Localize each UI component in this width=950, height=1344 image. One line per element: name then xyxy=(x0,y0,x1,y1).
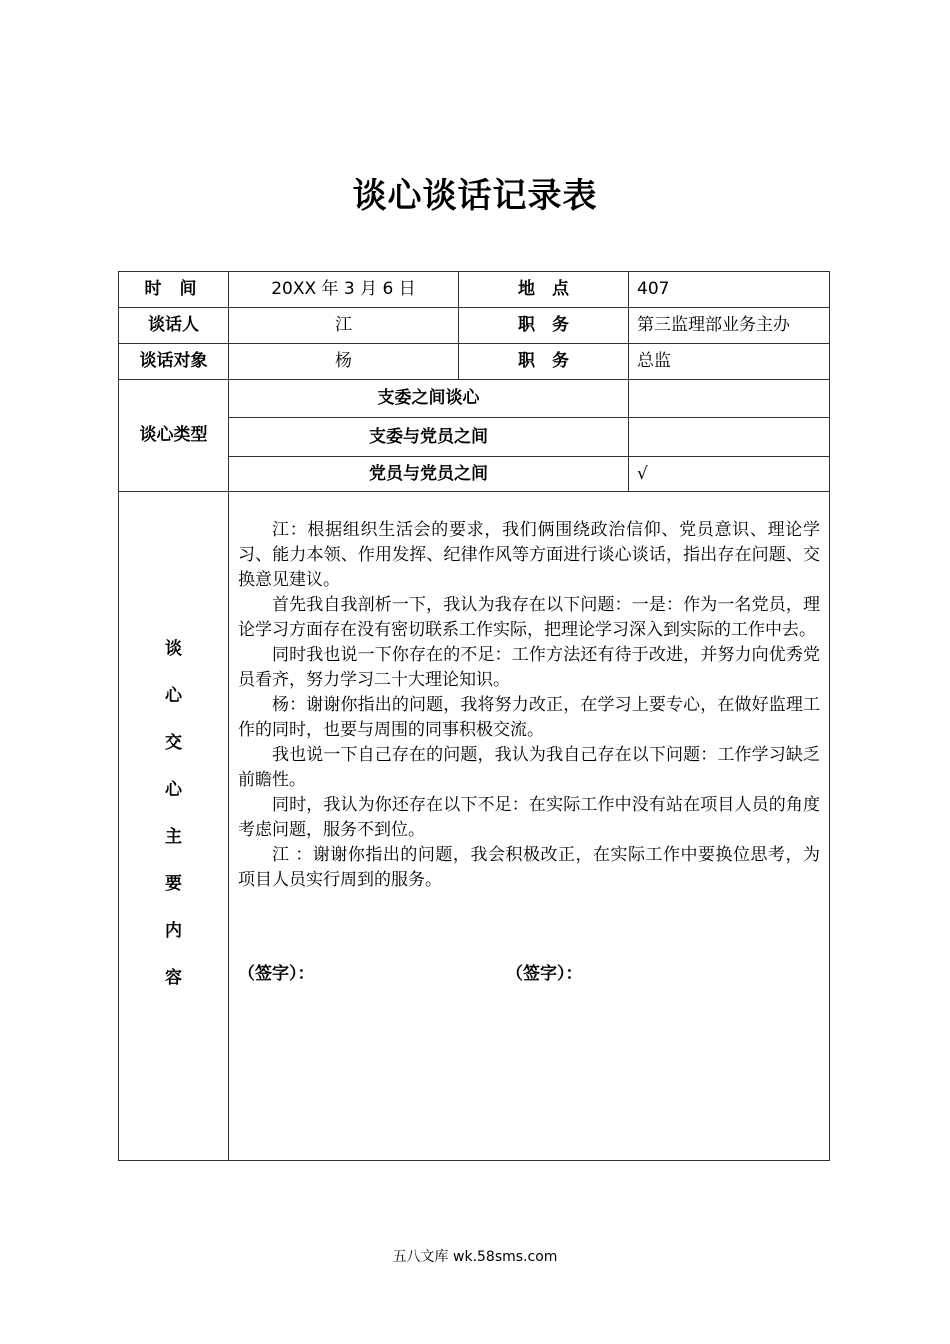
content-label-char: 心 xyxy=(165,779,182,800)
type-label: 谈心类型 xyxy=(119,380,229,492)
content-label-char: 谈 xyxy=(165,638,182,659)
talker-position-value: 第三监理部业务主办 xyxy=(629,308,830,344)
content-paragraph: 江：根据组织生活会的要求，我们俩围绕政治信仰、党员意识、理论学习、能力本领、作用发挥、纪律作风等方面进行谈心谈话，指出存在问题、交换意见建议。 xyxy=(238,520,820,590)
content-paragraph: 同时我也说一下你存在的不足：工作方法还有待于改进，并努力向优秀党员看齐，努力学习二十大理论知识。 xyxy=(238,645,820,690)
content-label-char: 主 xyxy=(165,827,182,847)
record-table xyxy=(118,271,830,1161)
content-paragraph: 首先我自我剖析一下，我认为我存在以下问题：一是：作为一名党员，理论学习方面存在没有密切联系工作实际，把理论学习深入到实际的工作中去。 xyxy=(238,595,820,640)
content-paragraph: 杨：谢谢你指出的问题，我将努力改正，在学习上要专心，在做好监理工作的同时，也要与周围的同事积极交流。 xyxy=(238,695,820,740)
content-body xyxy=(229,492,830,1161)
footer-watermark: 五八文库 wk.58sms.com xyxy=(392,1249,558,1265)
type-option-mark: √ xyxy=(629,457,830,492)
signature-row xyxy=(238,963,820,988)
content-label-char: 心 xyxy=(165,685,182,706)
target-value: 杨 xyxy=(229,344,459,380)
target-label: 谈话对象 xyxy=(119,344,229,380)
type-option-mark xyxy=(629,418,830,457)
page-title: 谈心谈话记录表 xyxy=(352,176,598,216)
content-label-char: 内 xyxy=(165,921,182,942)
content-label-char: 容 xyxy=(165,968,182,989)
type-option-mark xyxy=(629,380,830,418)
signature-left: （签字）： xyxy=(238,964,315,984)
type-option-label: 支委之间谈心 xyxy=(229,380,629,418)
content-label-char: 交 xyxy=(165,732,182,753)
type-option-label: 党员与党员之间 xyxy=(229,457,629,492)
talker-label: 谈话人 xyxy=(119,308,229,344)
talker-value: 江 xyxy=(229,308,459,344)
content-paragraph: 江 ：谢谢你指出的问题，我会积极改正，在实际工作中要换位思考，为项目人员实行周到的服务。 xyxy=(238,845,820,890)
signature-right: （签字）： xyxy=(506,964,583,984)
location-label: 地 点 xyxy=(459,272,629,308)
content-label-char: 要 xyxy=(165,874,182,895)
content-paragraph: 我也说一下自己存在的问题，我认为我自己存在以下问题：工作学习缺乏前瞻性。 xyxy=(238,745,820,790)
type-option-label: 支委与党员之间 xyxy=(229,418,629,457)
content-label xyxy=(119,492,229,1161)
target-position-label: 职 务 xyxy=(459,344,629,380)
target-position-value: 总监 xyxy=(629,344,830,380)
content-paragraph: 同时，我认为你还存在以下不足：在实际工作中没有站在项目人员的角度考虑问题，服务不到位。 xyxy=(238,795,820,840)
location-value: 407 xyxy=(629,272,830,308)
time-value: 20XX 年 3 月 6 日 xyxy=(229,272,459,308)
time-label: 时 间 xyxy=(119,272,229,308)
talker-position-label: 职 务 xyxy=(459,308,629,344)
